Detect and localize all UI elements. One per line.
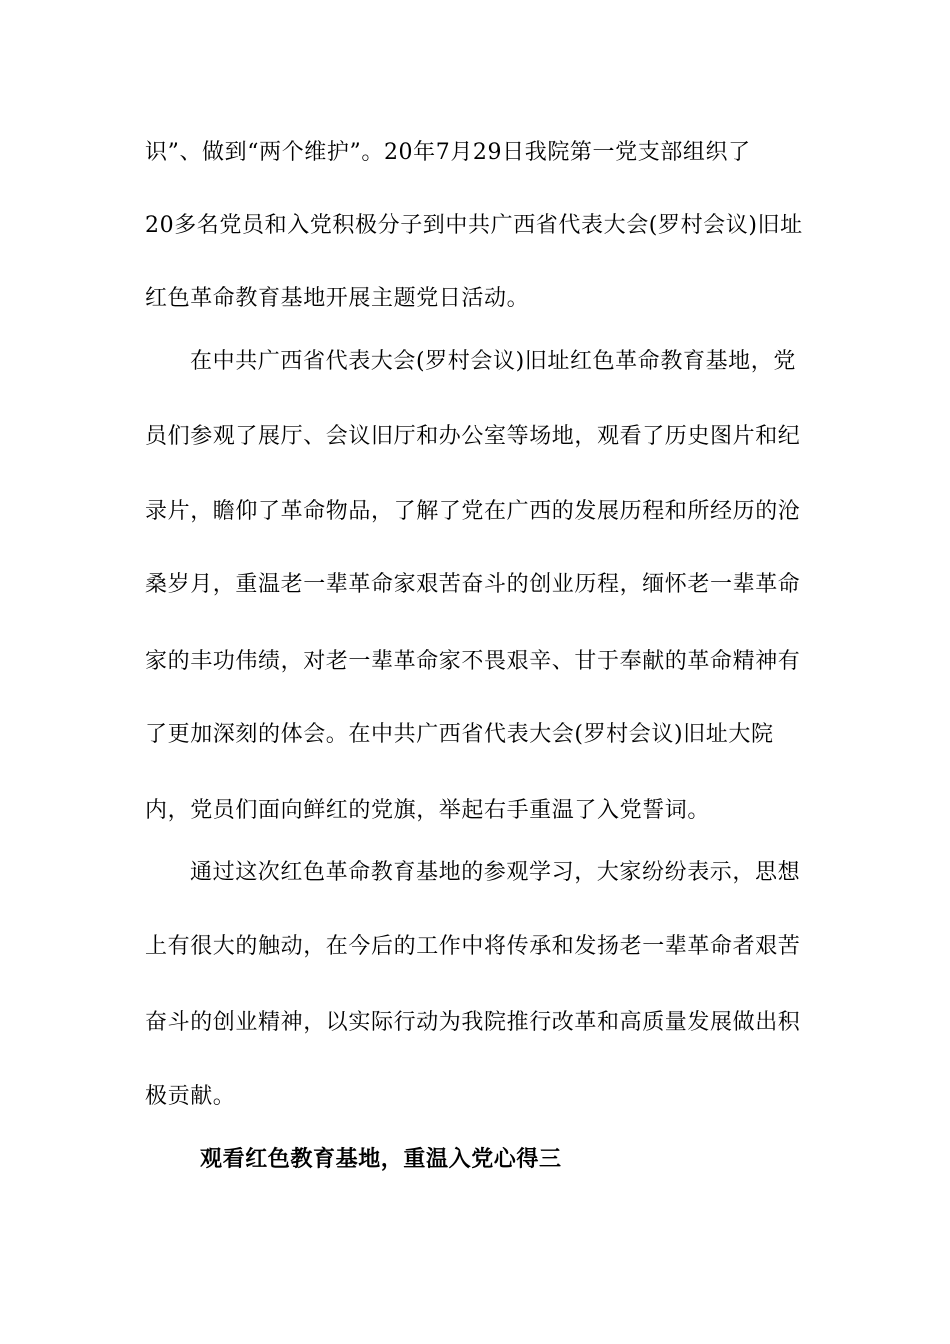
paragraph-2-line-7: 内，党员们面向鲜红的党旗，举起右手重温了入党誓词。 <box>145 798 711 823</box>
section-heading: 观看红色教育基地，重温入党心得三 <box>200 1146 562 1172</box>
paragraph-2-line-4: 桑岁月，重温老一辈革命家艰苦奋斗的创业历程，缅怀老一辈革命 <box>145 572 801 597</box>
paragraph-3-line-3: 奋斗的创业精神，以实际行动为我院推行改革和高质量发展做出积 <box>145 1010 801 1035</box>
paragraph-2-line-1: 在中共广西省代表大会(罗村会议)旧址红色革命教育基地，党 <box>190 349 796 374</box>
paragraph-2-line-5: 家的丰功伟绩，对老一辈革命家不畏艰辛、甘于奉献的革命精神有 <box>145 649 801 674</box>
paragraph-2-line-6: 了更加深刻的体会。在中共广西省代表大会(罗村会议)旧址大院 <box>145 722 774 747</box>
paragraph-1-line-2: 20多名党员和入党积极分子到中共广西省代表大会(罗村会议)旧址 <box>145 213 803 238</box>
paragraph-1-line-1: 识”、做到“两个维护”。20年7月29日我院第一党支部组织了 <box>145 140 751 165</box>
paragraph-1-line-3: 红色革命教育基地开展主题党日活动。 <box>145 286 530 311</box>
paragraph-3-line-1: 通过这次红色革命教育基地的参观学习，大家纷纷表示，思想 <box>190 860 801 885</box>
paragraph-3-line-2: 上有很大的触动，在今后的工作中将传承和发扬老一辈革命者艰苦 <box>145 934 801 959</box>
paragraph-2-line-2: 员们参观了展厅、会议旧厅和办公室等场地，观看了历史图片和纪 <box>145 424 801 449</box>
paragraph-3-line-4: 极贡献。 <box>145 1084 236 1109</box>
paragraph-2-line-3: 录片，瞻仰了革命物品，了解了党在广西的发展历程和所经历的沧 <box>145 499 801 524</box>
